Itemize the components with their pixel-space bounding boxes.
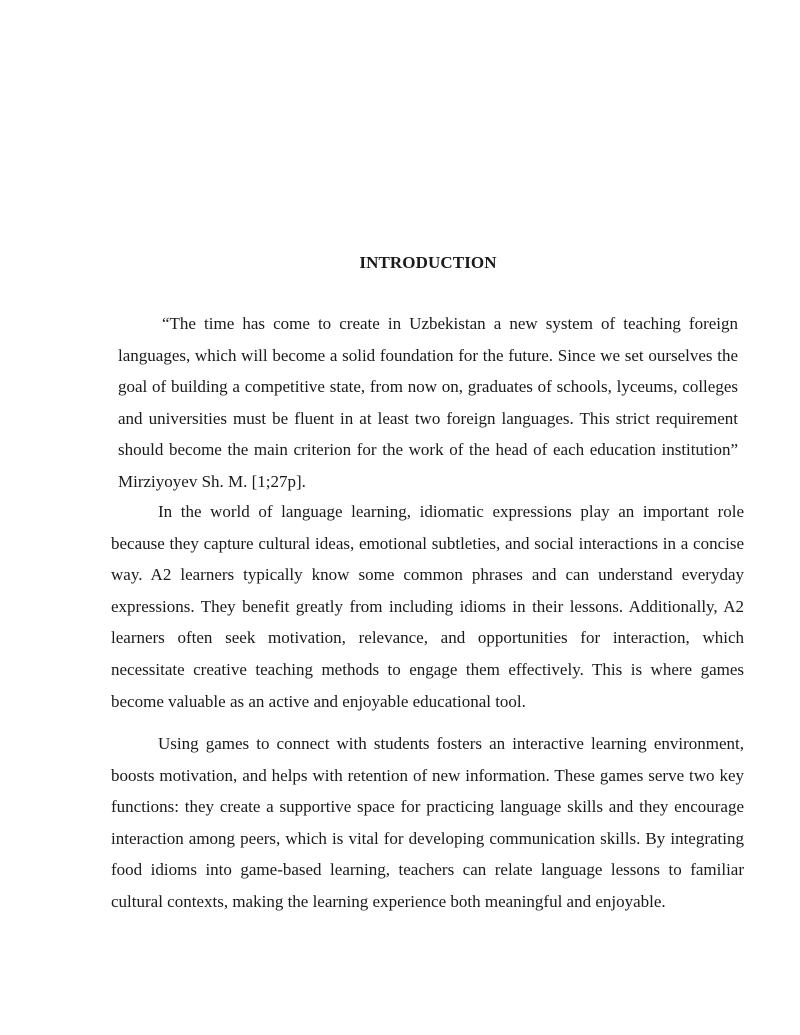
epigraph-quote: “The time has come to create in Uzbekistan a new system of teaching foreign languages, which will become a solid foundation for the future. Since we set ourselves the goal of building a competitive state, from now on, graduates of schools, lyceums, colleges and universities must be fluent in at least two foreign languages. This strict requirement should become the main criterion for the work of the head of each education institution” Mirziyoyev Sh. M. [1;27p]. bbox=[118, 314, 738, 491]
body-paragraph: Using games to connect with students fosters an interactive learning environment, boosts motivation, and helps with retention of new information. These games serve two key functions: they create a supportive space for practicing language skills and they encourage interaction among peers, which is vital for developing communication skills. By integrating food idioms into game-based learning, teachers can relate language lessons to familiar cultural contexts, making the learning experience both meaningful and enjoyable. bbox=[111, 734, 744, 911]
section-heading: INTRODUCTION bbox=[359, 253, 497, 272]
body-paragraph: In the world of language learning, idiomatic expressions play an important role because they capture cultural ideas, emotional subtleties, and social interactions in a concise way. A2 learners typically know some common phrases and can understand everyday expressions. They benefit greatly from including idioms in their lessons. Additionally, A2 learners often seek motivation, relevance, and opportunities for interaction, which necessitate creative teaching methods to engage them effectively. This is where games become valuable as an active and enjoyable educational tool. bbox=[111, 502, 744, 711]
